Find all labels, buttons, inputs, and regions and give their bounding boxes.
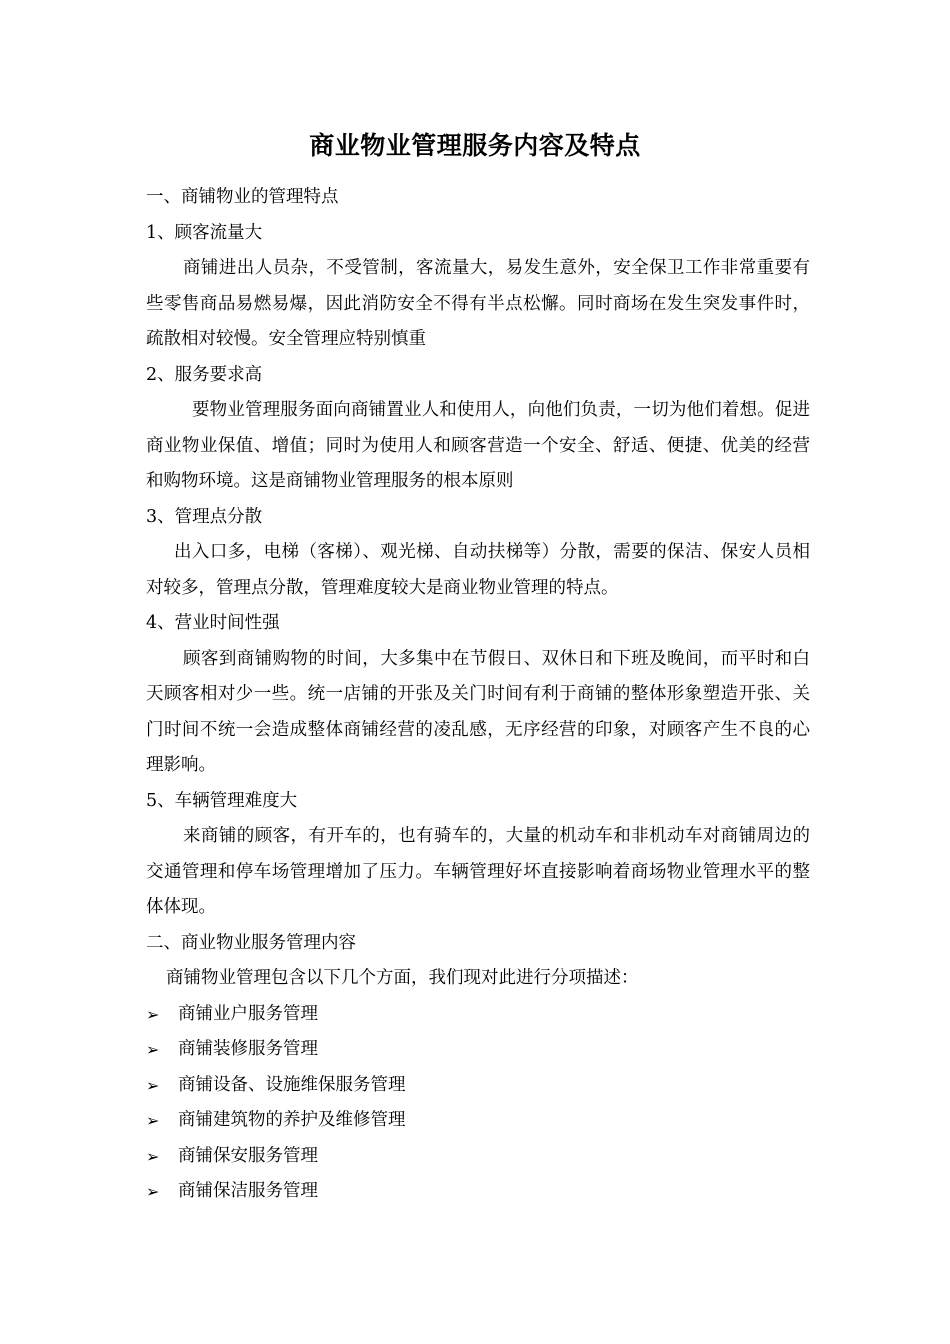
section-heading-service-content: 二、商业物业服务管理内容 [146,932,356,953]
bullet-list-item [146,1139,810,1175]
arrowhead-bullet-icon: ➢ [146,1040,160,1059]
bullet-list-item [146,1174,810,1210]
bullet-list-item [146,1068,810,1104]
arrowhead-bullet-icon: ➢ [146,1075,160,1095]
paragraph-business-hours: 顾客到商铺购物的时间，大多集中在节假日、双休日和下班及晚间，而平时和白天顾客相对少一些。统一店铺的开张及关门时间有利于商铺的整体形象塑造开张、关门时间不统一会造成整体商铺经营的凌乱感，无序经营的印象，对顾客产生不良的心理影响。 [146,648,810,775]
arrowhead-bullet-icon: ➢ [146,1004,160,1024]
subheading-dispersed-management: 3、管理点分散 [146,506,263,527]
bullet-text: 商铺保洁服务管理 [178,1181,318,1201]
bullet-list-item [146,1032,810,1068]
bullet-text: 商铺装修服务管理 [178,1039,318,1059]
bullet-text: 商铺业户服务管理 [178,1003,318,1024]
bullet-list-item [146,1103,810,1139]
subheading-vehicle-management: 5、车辆管理难度大 [146,790,298,811]
subheading-business-hours: 4、营业时间性强 [146,613,280,633]
arrowhead-bullet-icon: ➢ [146,1111,160,1130]
bullet-list-item [146,997,810,1033]
paragraph-vehicle-management: 来商铺的顾客，有开车的，也有骑车的，大量的机动车和非机动车对商铺周边的交通管理和停车场管理增加了压力。车辆管理好坏直接影响着商场物业管理水平的整体体现。 [146,826,810,917]
arrowhead-bullet-icon: ➢ [146,1146,160,1166]
document-body [146,180,810,1210]
arrowhead-bullet-icon: ➢ [146,1182,160,1201]
paragraph-dispersed-management: 出入口多，电梯（客梯）、观光梯、自动扶梯等）分散，需要的保洁、保安人员相对较多，管理点分散，管理难度较大是商业物业管理的特点。 [146,542,810,598]
bullet-text: 商铺设备、设施维保服务管理 [178,1074,406,1095]
bullet-text: 商铺建筑物的养护及维修管理 [178,1110,406,1130]
paragraph-customer-flow: 商铺进出人员杂，不受管制，客流量大，易发生意外，安全保卫工作非常重要有些零售商品易燃易爆，因此消防安全不得有半点松懈。同时商场在发生突发事件时，疏散相对较慢。安全管理应特别慎重 [146,258,810,349]
paragraph-service-requirements: 要物业管理服务面向商铺置业人和使用人，向他们负责，一切为他们着想。促进商业物业保值、增值；同时为使用人和顾客营造一个安全、舒适、便捷、优美的经营和购物环境。这是商铺物业管理服务的根本原则 [146,400,810,491]
section-heading-management-features: 一、商铺物业的管理特点 [146,187,339,207]
bullet-text: 商铺保安服务管理 [178,1145,318,1166]
subheading-service-requirements: 2、服务要求高 [146,364,263,385]
document-title: 商业物业管理服务内容及特点 [309,131,641,160]
paragraph-service-content-intro: 商铺物业管理包含以下几个方面，我们现对此进行分项描述： [166,968,639,988]
subheading-customer-flow: 1、顾客流量大 [146,222,263,243]
